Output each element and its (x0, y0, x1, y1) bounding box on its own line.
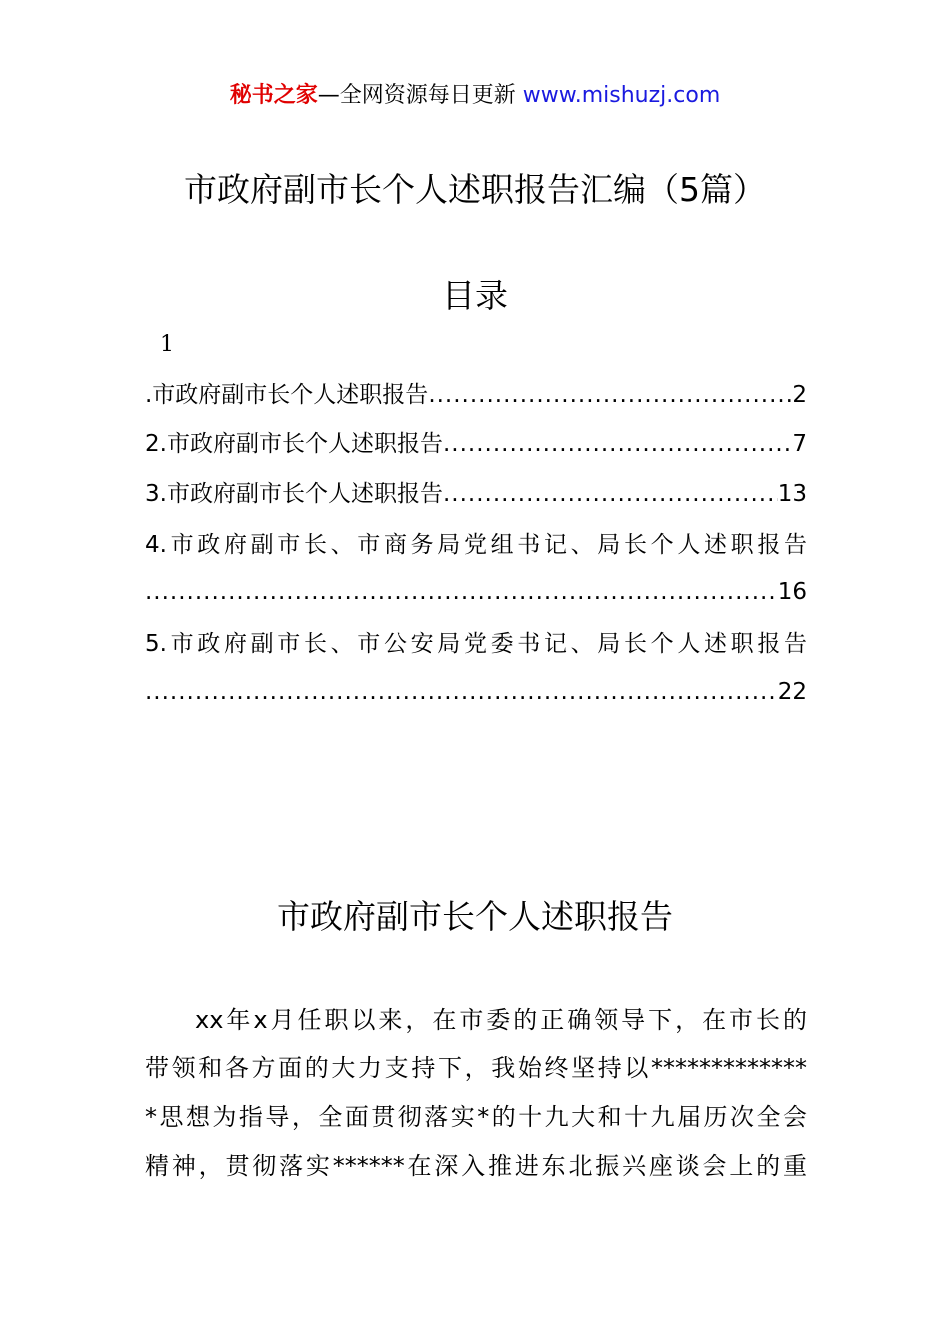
toc-entry-4-leader-line[interactable] (145, 575, 807, 609)
toc-entry-4[interactable] (145, 528, 807, 562)
brand-name: 秘书之家 (229, 83, 318, 108)
toc-leader (428, 378, 792, 412)
toc-entry-page: 7 (792, 431, 807, 457)
site-url-link[interactable]: www.mishuzj.com (522, 83, 721, 108)
toc-entry-page: 16 (777, 579, 807, 605)
toc-leader (443, 427, 792, 461)
document-title: 市政府副市长个人述职报告汇编（5篇） (184, 170, 766, 209)
toc-entry-text: 4.市政府副市长、市商务局党组书记、局长个人述职报告 (145, 532, 807, 558)
toc-entry-2[interactable] (145, 427, 807, 461)
toc-entry-5[interactable] (145, 627, 807, 661)
section-title: 市政府副市长个人述职报告 (277, 897, 673, 936)
body-paragraph-line: 带领和各方面的大力支持下，我始终坚持以************* (145, 1054, 807, 1082)
toc-entry-5-leader-line[interactable] (145, 675, 807, 709)
toc-entry-1[interactable] (145, 378, 807, 412)
body-paragraph-line: *思想为指导，全面贯彻落实*的十九大和十九届历次全会 (145, 1103, 807, 1131)
toc-leader (145, 675, 778, 709)
toc-leader (443, 477, 778, 511)
toc-entry-text: .市政府副市长个人述职报告 (145, 382, 429, 408)
toc-leader (145, 575, 778, 609)
toc-entry-page: 22 (777, 679, 807, 705)
body-paragraph-line: 精神，贯彻落实******在深入推进东北振兴座谈会上的重 (145, 1152, 807, 1180)
toc-entry-text: 2.市政府副市长个人述职报告 (145, 431, 443, 457)
header-tagline: —全网资源每日更新 (317, 83, 523, 108)
body-paragraph-line: xx年x月任职以来，在市委的正确领导下，在市长的 (195, 1006, 807, 1034)
toc-entry-3[interactable] (145, 477, 807, 511)
site-header (0, 80, 950, 112)
toc-entry-page: 13 (777, 481, 807, 507)
toc-heading: 目录 (442, 276, 508, 315)
toc-entry-text: 5.市政府副市长、市公安局党委书记、局长个人述职报告 (145, 631, 807, 657)
toc-entry-text: 3.市政府副市长个人述职报告 (145, 481, 443, 507)
toc-entry-page: 2 (792, 382, 807, 408)
toc-first-number: 1 (160, 332, 174, 357)
